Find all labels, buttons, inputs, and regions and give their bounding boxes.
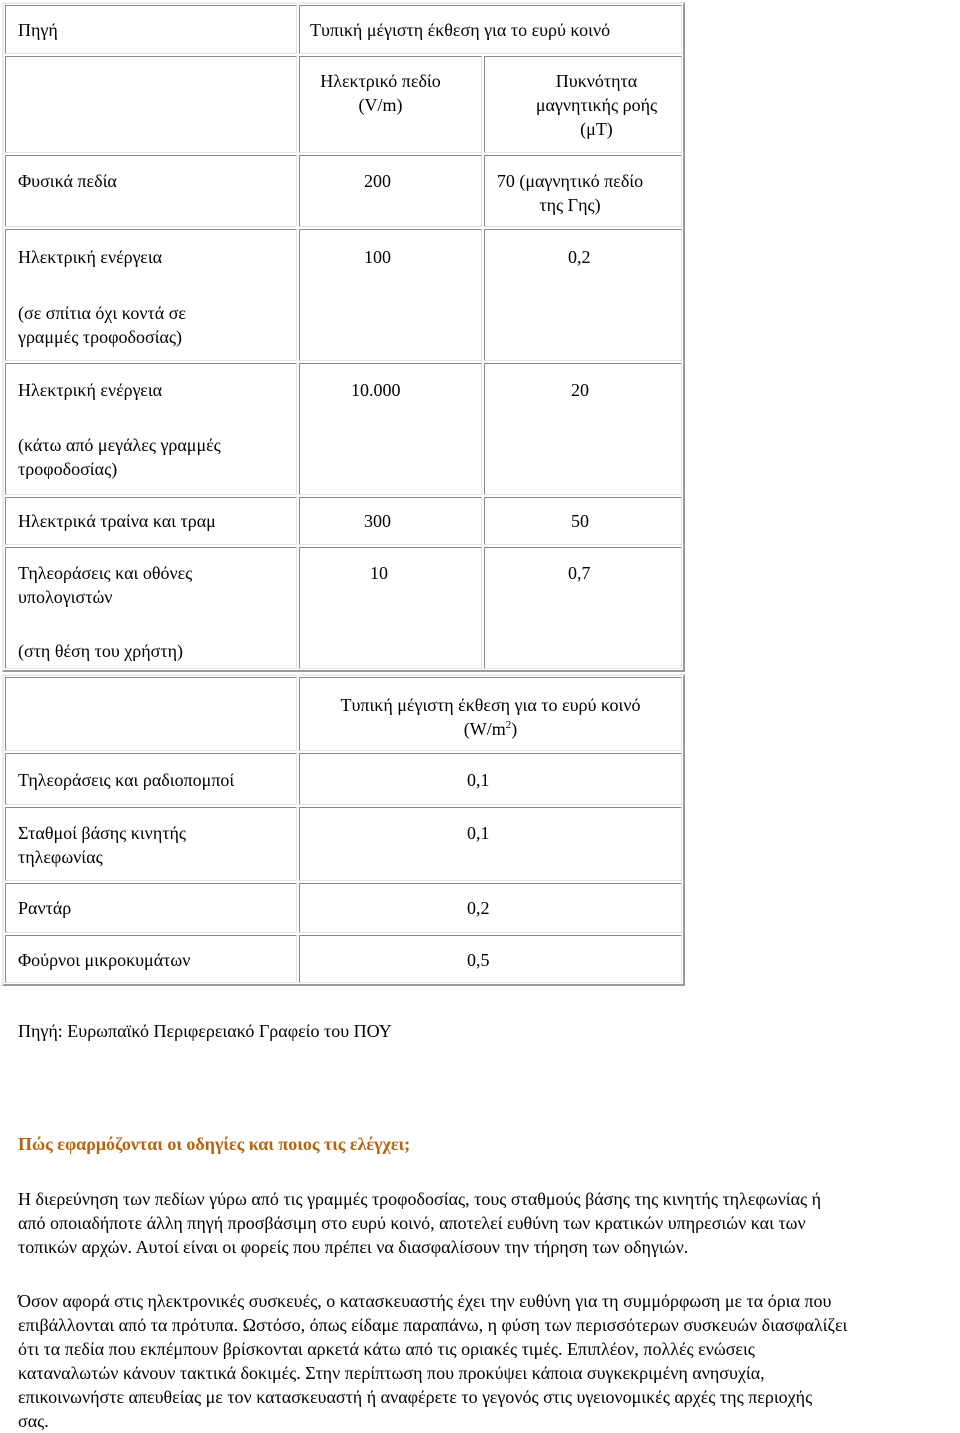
table1-header-title: Τυπική μέγιστη έκθεση για το ευρύ κοινό bbox=[310, 20, 611, 40]
row-source: Ραντάρ bbox=[18, 898, 72, 918]
row-magnetic-value: 70 (μαγνητικό πεδίο της Γης) bbox=[496, 171, 644, 215]
row-value-cell bbox=[299, 807, 682, 881]
row-magnetic-value: 20 bbox=[571, 380, 589, 400]
magnetic-flux-header: Πυκνότητα μαγνητικής ροής (μT) bbox=[535, 71, 658, 139]
row-electric-cell bbox=[299, 547, 482, 669]
row-magnetic-value: 0,7 bbox=[568, 563, 591, 583]
row-value-cell bbox=[299, 883, 682, 933]
row-electric-value: 200 bbox=[364, 171, 391, 191]
row-source: Ηλεκτρικά τραίνα και τραμ bbox=[18, 511, 216, 531]
row-value-cell bbox=[299, 753, 682, 805]
row-electric-value: 300 bbox=[364, 511, 391, 531]
row-source: Ηλεκτρική ενέργεια bbox=[18, 247, 163, 267]
row-source: Τηλεοράσεις και ραδιοπομποί bbox=[18, 770, 235, 790]
row-source: Σταθμοί βάσης κινητής τηλεφωνίας bbox=[18, 823, 187, 867]
row-value-cell bbox=[299, 935, 682, 983]
row-source-note: (στη θέση του χρήστη) bbox=[18, 641, 184, 661]
row-source-note: (κάτω από μεγάλες γραμμές τροφοδοσίας) bbox=[18, 435, 221, 479]
table2-header-empty-cell bbox=[5, 677, 297, 751]
electric-field-header: Ηλεκτρικό πεδίο (V/m) bbox=[320, 71, 441, 115]
section-heading: Πώς εφαρμόζονται οι οδηγίες και ποιος τις ελέγχει; bbox=[18, 1134, 411, 1154]
row-source: Τηλεοράσεις και οθόνες υπολογιστών bbox=[18, 563, 193, 607]
paragraph-manufacturers: Όσον αφορά στις ηλεκτρονικές συσκευές, ο κατασκευαστής έχει την ευθύνη για τη συμμόρφωση με τα όρια που επιβάλλονται από τα πρότυπα. Ωστόσο, όπως είδαμε παραπάνω, η φύση των περισσότερων συσκευών διασφαλίζει ότι τα πεδία που εκπέμπουν βρίσκονται αρκετά κάτω από τις οριακές τιμές. Επιπλέον, πολλές ενώσεις καταναλωτών κάνουν τακτικά δοκιμές. Στην περίπτωση που προκύψει κάποια συγκεκριμένη ανησυχία, επικοινωνήστε απευθείας με τον κατασκευαστή ή αναφέρετε το γεγονός στις υγειονομικές αρχές της περιοχής σας. bbox=[18, 1291, 848, 1431]
row-value: 0,5 bbox=[467, 950, 490, 970]
row-source-note: (σε σπίτια όχι κοντά σε γραμμές τροφοδοσίας) bbox=[18, 303, 186, 347]
row-magnetic-value: 0,2 bbox=[568, 247, 591, 267]
row-value: 0,1 bbox=[467, 823, 490, 843]
row-value: 0,1 bbox=[467, 770, 490, 790]
table1-units-empty-cell bbox=[5, 56, 297, 153]
table2-header-title: Τυπική μέγιστη έκθεση για το ευρύ κοινό $(W/m^2)$ bbox=[340, 695, 641, 739]
row-source: Ηλεκτρική ενέργεια bbox=[18, 380, 163, 400]
paragraph-responsibility: Η διερεύνηση των πεδίων γύρω από τις γραμμές τροφοδοσίας, τους σταθμούς βάσης της κινητής τηλεφωνίας ή από οποιαδήποτε άλλη πηγή προσβάσιμη στο ευρύ κοινό, αποτελεί ευθύνη των κρατικών υπηρεσιών και των τοπικών αρχών. Αυτοί είναι οι φορείς που πρέπει να διασφαλίσουν την τήρηση των οδηγιών. bbox=[18, 1189, 822, 1257]
row-electric-value: 10 bbox=[370, 563, 388, 583]
row-source: Φυσικά πεδία bbox=[18, 171, 117, 191]
source-note: Πηγή: Ευρωπαϊκό Περιφερειακό Γραφείο του ΠΟΥ bbox=[18, 1021, 392, 1041]
row-magnetic-value: 50 bbox=[571, 511, 589, 531]
row-source: Φούρνοι μικροκυμάτων bbox=[18, 950, 191, 970]
row-electric-value: 10.000 bbox=[351, 380, 401, 400]
row-electric-value: 100 bbox=[364, 247, 391, 267]
row-value: 0,2 bbox=[467, 898, 490, 918]
table1-header-source-label: Πηγή bbox=[18, 20, 58, 40]
